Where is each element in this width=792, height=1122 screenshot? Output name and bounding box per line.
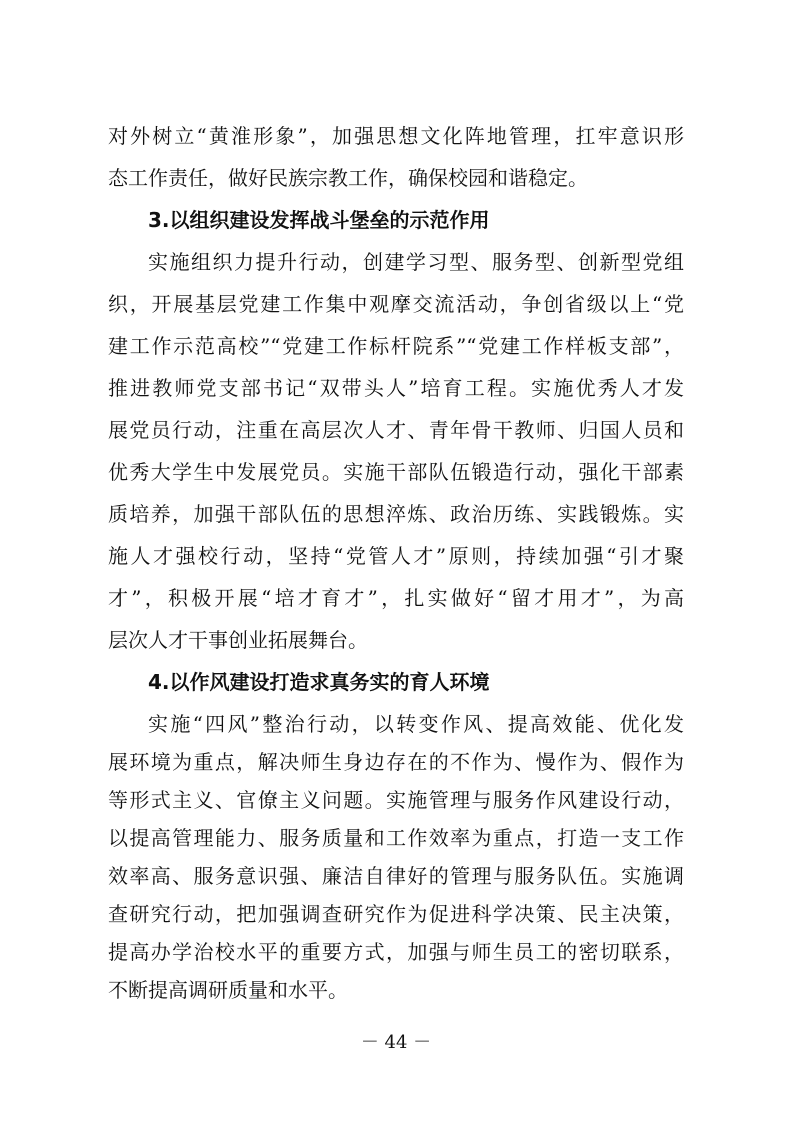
paragraph-line: 效率高、服务意识强、廉洁自律好的管理与服务队伍。实施调 (108, 864, 684, 888)
paragraph-line: 建工作示范高校”“党建工作标杆院系”“党建工作样板支部”， (108, 334, 684, 358)
section-heading: 4.以作风建设打造求真务实的育人环境 (148, 670, 490, 694)
paragraph-line: 优秀大学生中发展党员。实施干部队伍锻造行动，强化干部素 (108, 460, 684, 484)
paragraph-line: 质培养，加强干部队伍的思想淬炼、政治历练、实践锻炼。实 (108, 502, 684, 526)
paragraph-line: 等形式主义、官僚主义问题。实施管理与服务作风建设行动， (108, 788, 684, 812)
paragraph-line: 推进教师党支部书记“双带头人”培育工程。实施优秀人才发 (108, 376, 684, 400)
paragraph-line: 展党员行动，注重在高层次人才、青年骨干教师、归国人员和 (108, 418, 684, 442)
paragraph-line: 提高办学治校水平的重要方式，加强与师生员工的密切联系， (108, 940, 684, 964)
paragraph-line: 不断提高调研质量和水平。 (108, 978, 348, 1002)
page-number: － 44 － (360, 1032, 432, 1053)
paragraph-line: 以提高管理能力、服务质量和工作效率为重点，打造一支工作 (108, 826, 684, 850)
paragraph-line: 层次人才干事创业拓展舞台。 (108, 628, 368, 652)
paragraph-line: 施人才强校行动，坚持“党管人才”原则，持续加强“引才聚 (108, 544, 684, 568)
section-heading: 3.以组织建设发挥战斗堡垒的示范作用 (148, 208, 490, 232)
paragraph-line: 织，开展基层党建工作集中观摩交流活动，争创省级以上“党 (108, 292, 684, 316)
paragraph-line: 对外树立“黄淮形象”，加强思想文化阵地管理，扛牢意识形 (108, 124, 684, 148)
paragraph-line: 才”，积极开展“培才育才”，扎实做好“留才用才”，为高 (108, 586, 684, 610)
paragraph-line: 查研究行动，把加强调查研究作为促进科学决策、民主决策， (108, 902, 684, 926)
paragraph-line: 展环境为重点，解决师生身边存在的不作为、慢作为、假作为 (108, 750, 684, 774)
paragraph-line: 态工作责任，做好民族宗教工作，确保校园和谐稳定。 (108, 166, 588, 190)
paragraph-line: 实施组织力提升行动，创建学习型、服务型、创新型党组 (148, 250, 684, 274)
paragraph-line: 实施“四风”整治行动，以转变作风、提高效能、优化发 (148, 712, 684, 736)
